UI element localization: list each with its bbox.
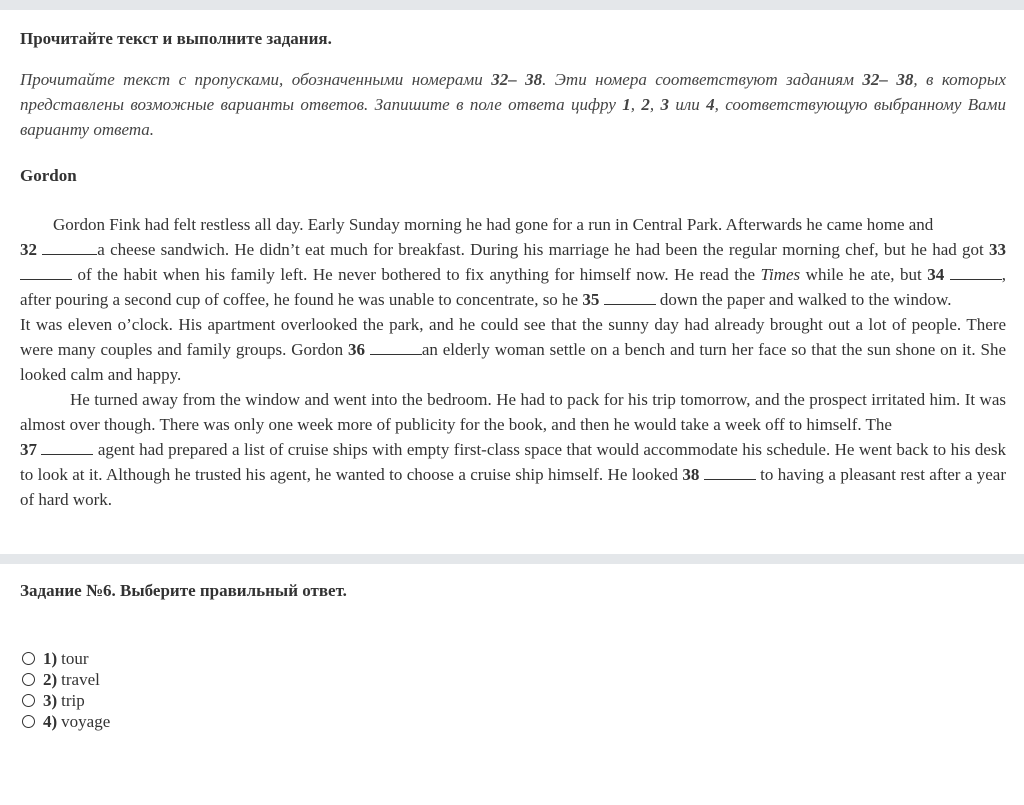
story-paragraph <box>20 387 1006 512</box>
task-heading: Прочитайте текст и выполните задания. <box>20 29 332 48</box>
instructions-digit: 1 <box>622 95 631 114</box>
instructions-text: или <box>668 95 707 114</box>
radio-button[interactable] <box>22 652 35 665</box>
option-number: 3) <box>43 691 58 710</box>
gap-number-36: 36 <box>347 340 365 359</box>
question-heading: Задание №6. Выберите правильный ответ. <box>20 581 347 600</box>
gap-number-33: 33 <box>989 240 1007 259</box>
option-label: travel <box>61 670 100 689</box>
gap-blank-37 <box>41 440 93 455</box>
instructions-text: , соответствующую выбранному Вами варианту ответа. <box>20 95 1007 139</box>
option-number: 1) <box>43 649 58 668</box>
text-title: Gordon <box>20 166 77 185</box>
option-label: voyage <box>61 712 111 731</box>
story-text-run: , after pouring a second cup of coffee, he found he was unable to concentrate, so he <box>20 265 1006 309</box>
answer-options <box>20 648 1006 732</box>
story-text-run: to having a pleasant rest after a year of hard work. <box>20 465 1006 509</box>
gap-number-35: 35 <box>582 290 600 309</box>
instructions-text: . Эти номера соответствуют заданиям <box>542 70 863 89</box>
gap-blank-35 <box>604 290 656 305</box>
radio-button[interactable] <box>22 715 35 728</box>
option-number: 2) <box>43 670 58 689</box>
option-number: 4) <box>43 712 58 731</box>
instructions-range: 32– 38 <box>491 70 543 89</box>
task-text-section <box>0 10 1024 512</box>
answer-option-4[interactable] <box>20 711 1006 732</box>
story-paragraph <box>20 312 1006 387</box>
story-paragraph <box>20 212 1006 312</box>
gap-blank-36 <box>370 340 422 355</box>
answer-option-3[interactable] <box>20 690 1006 711</box>
question-section <box>0 564 1024 732</box>
gap-number-32: 32 <box>20 240 37 259</box>
instructions-digit: 2 <box>641 95 650 114</box>
answer-option-2[interactable] <box>20 669 1006 690</box>
gap-number-34: 34 <box>927 265 945 284</box>
story-text-run: agent had prepared a list of cruise ships with empty first-class space that would accommodate his schedule. He went back to his desk to look at it. Although he trusted his agent, he wanted to choose a cruise ship himself. He looked <box>20 440 1007 484</box>
gap-blank-34 <box>950 265 1002 280</box>
story-text-run: of the habit when his family left. He never bothered to fix anything for himself now. He read the <box>72 265 761 284</box>
gap-blank-38 <box>704 465 756 480</box>
answer-option-1[interactable] <box>20 648 1006 669</box>
newspaper-title: Times <box>760 265 801 284</box>
instructions-text: Прочитайте текст с пропусками, обозначенными номерами <box>20 70 492 89</box>
top-divider-band <box>0 0 1024 10</box>
radio-button[interactable] <box>22 694 35 707</box>
gap-number-37: 37 <box>20 440 37 459</box>
gap-blank-33 <box>20 265 72 280</box>
section-divider-band <box>0 554 1024 564</box>
story-text-run: It was eleven o’clock. His apartment overlooked the park, and he could see that the sunny day had already brought out a lot of people. There were many couples and family groups. Gordon <box>20 315 1006 359</box>
story-text-run: an elderly woman settle on a bench and turn her face so that the sun shone on it. She looked calm and happy. <box>20 340 1006 384</box>
story-text-run: a cheese sandwich. He didn’t eat much for breakfast. During his marriage he had been the regular morning chef, but he had got <box>97 240 990 259</box>
instructions-digit: 4 <box>706 95 715 114</box>
story-text-run: Gordon Fink had felt restless all day. Early Sunday morning he had gone for a run in Central Park. Afterwards he came home and <box>53 215 934 234</box>
radio-button[interactable] <box>22 673 35 686</box>
gap-blank-32 <box>42 240 97 255</box>
instructions-text: , <box>630 95 642 114</box>
story-text <box>20 212 1006 512</box>
option-label: tour <box>61 649 89 668</box>
instructions-text: , <box>649 95 661 114</box>
instructions-digit: 3 <box>660 95 669 114</box>
story-text-run: down the paper and walked to the window. <box>655 290 952 309</box>
gap-number-38: 38 <box>682 465 700 484</box>
story-text-run: He turned away from the window and went into the bedroom. He had to pack for his trip tomorrow, and the prospect irritated him. It was almost over though. There was only one week more of publicity for the book, and then he would take a week off to himself. The <box>20 390 1006 434</box>
story-text-run: while he ate, but <box>800 265 928 284</box>
option-label: trip <box>61 691 85 710</box>
instructions-range: 32– 38 <box>862 70 914 89</box>
task-instructions <box>20 67 1006 142</box>
instructions-text: , в которых представлены возможные варианты ответов. Запишите в поле ответа цифру <box>20 70 1006 114</box>
